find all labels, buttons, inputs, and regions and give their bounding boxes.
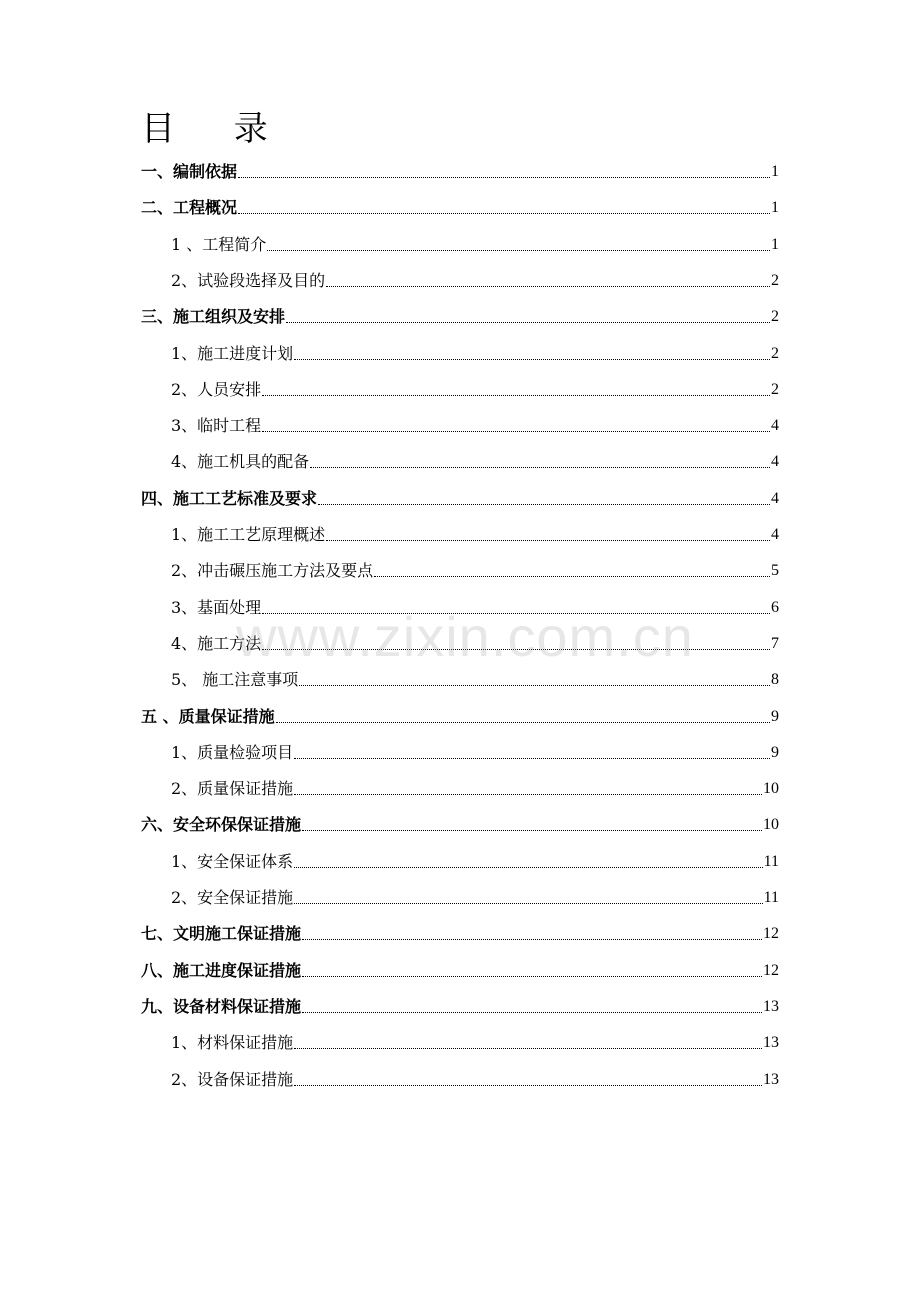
toc-entry[interactable] — [171, 741, 779, 765]
toc-entry[interactable] — [171, 523, 779, 547]
toc-leader-dots — [302, 829, 762, 831]
watermark: www.zixin.com.cn — [236, 605, 694, 668]
toc-leader-dots — [294, 866, 762, 868]
toc-leader-dots — [310, 466, 770, 468]
toc-entry-label: 1、安全保证体系 — [171, 850, 293, 874]
toc-entry-label: 3、基面处理 — [171, 596, 261, 620]
toc-entry[interactable] — [171, 559, 779, 583]
toc-entry-label: 八、施工进度保证措施 — [141, 959, 301, 983]
toc-entry-label: 3、临时工程 — [171, 414, 261, 438]
toc-entry-label: 2、安全保证措施 — [171, 886, 293, 910]
toc-entry-label: 五 、质量保证措施 — [141, 705, 275, 729]
toc-entry-page-number: 13 — [763, 1070, 779, 1088]
toc-entry-page-number: 2 — [771, 271, 779, 289]
toc-leader-dots — [294, 1047, 762, 1049]
toc-leader-dots — [294, 358, 770, 360]
toc-entry-label: 2、人员安排 — [171, 378, 261, 402]
toc-leader-dots — [262, 430, 770, 432]
toc-entry[interactable] — [141, 705, 779, 729]
toc-entry-page-number: 4 — [771, 489, 779, 507]
toc-entry-label: 1、施工进度计划 — [171, 342, 293, 366]
toc-leader-dots — [294, 902, 762, 904]
toc-leader-dots — [286, 321, 770, 323]
toc-entry-label: 六、安全环保保证措施 — [141, 813, 301, 837]
toc-leader-dots — [294, 793, 762, 795]
toc-entry-label: 2、质量保证措施 — [171, 777, 293, 801]
toc-entry[interactable] — [171, 414, 779, 438]
toc-entry[interactable] — [171, 378, 779, 402]
toc-entry-page-number: 2 — [771, 380, 779, 398]
toc-entry-page-number: 9 — [771, 743, 779, 761]
toc-entry-page-number: 12 — [763, 961, 779, 979]
toc-entry-page-number: 8 — [771, 671, 779, 689]
toc-entry-page-number: 2 — [771, 308, 779, 326]
toc-entry-label: 2、冲击碾压施工方法及要点 — [171, 559, 373, 583]
toc-entry-label: 三、施工组织及安排 — [141, 305, 285, 329]
toc-entry[interactable] — [141, 487, 779, 511]
toc-entry-page-number: 10 — [763, 816, 779, 834]
toc-entry-page-number: 11 — [763, 852, 779, 870]
toc-entry[interactable] — [171, 450, 779, 474]
toc-entry[interactable] — [141, 959, 779, 983]
toc-entry-label: 5、 施工注意事项 — [171, 668, 298, 692]
toc-leader-dots — [302, 938, 762, 940]
toc-entry-label: 1、质量检验项目 — [171, 741, 293, 765]
toc-entry-label: 1、施工工艺原理概述 — [171, 523, 325, 547]
toc-entry-page-number: 6 — [771, 598, 779, 616]
page-title: 目 录 — [141, 109, 292, 149]
toc-entry-page-number: 13 — [763, 1034, 779, 1052]
toc-leader-dots — [302, 1011, 762, 1013]
toc-entry-page-number: 5 — [771, 562, 779, 580]
toc-entry-page-number: 4 — [771, 526, 779, 543]
toc-leader-dots — [374, 575, 770, 577]
toc-entry[interactable] — [171, 342, 779, 366]
toc-entry-label: 二、工程概况 — [141, 196, 237, 220]
toc-entry[interactable] — [171, 1031, 779, 1055]
toc-leader-dots — [318, 503, 770, 505]
toc-entry-label: 4、施工机具的配备 — [171, 450, 309, 474]
toc-leader-dots — [299, 684, 770, 686]
toc-entry-page-number: 7 — [771, 634, 779, 652]
toc-entry-page-number: 1 — [771, 163, 779, 180]
toc-leader-dots — [238, 176, 770, 178]
toc-leader-dots — [262, 394, 770, 396]
toc-entry[interactable] — [141, 922, 779, 946]
toc-leader-dots — [294, 1084, 762, 1086]
toc-entry[interactable] — [171, 886, 779, 910]
toc-entry-label: 七、文明施工保证措施 — [141, 922, 301, 946]
toc-entry[interactable] — [141, 813, 779, 837]
toc-entry-label: 九、设备材料保证措施 — [141, 995, 301, 1019]
toc-leader-dots — [326, 539, 770, 541]
toc-entry-page-number: 11 — [763, 889, 779, 906]
toc-entry[interactable] — [141, 196, 779, 220]
toc-entry-page-number: 9 — [771, 707, 779, 725]
toc-entry[interactable] — [171, 668, 779, 692]
toc-leader-dots — [267, 249, 770, 251]
toc-entry-label: 2、试验段选择及目的 — [171, 269, 325, 293]
toc-entry-page-number: 13 — [763, 997, 779, 1015]
toc-leader-dots — [294, 757, 770, 759]
toc-entry[interactable] — [171, 850, 779, 874]
toc-entry-label: 4、施工方法 — [171, 632, 261, 656]
toc-entry-page-number: 1 — [771, 235, 779, 253]
toc-entry-page-number: 1 — [771, 199, 779, 217]
toc-entry-label: 1、材料保证措施 — [171, 1031, 293, 1055]
toc-leader-dots — [276, 721, 770, 723]
toc-leader-dots — [326, 285, 770, 287]
toc-entry[interactable] — [171, 233, 779, 257]
toc-entry[interactable] — [141, 160, 779, 184]
toc-leader-dots — [302, 975, 762, 977]
toc-entry-label: 2、设备保证措施 — [171, 1068, 293, 1092]
toc-entry-page-number: 10 — [763, 780, 779, 798]
toc-entry-label: 1 、工程简介 — [171, 233, 266, 257]
toc-entry[interactable] — [141, 995, 779, 1019]
toc-entry-page-number: 4 — [771, 417, 779, 435]
toc-entry-label: 一、编制依据 — [141, 160, 237, 184]
toc-entry[interactable] — [171, 269, 779, 293]
toc-entry[interactable] — [171, 1068, 779, 1092]
toc-entry-page-number: 2 — [771, 344, 779, 362]
toc-entry-label: 四、施工工艺标准及要求 — [141, 487, 317, 511]
toc-leader-dots — [238, 212, 770, 214]
toc-entry-page-number: 12 — [763, 925, 779, 943]
toc-entry[interactable] — [171, 777, 779, 801]
toc-entry-page-number: 4 — [771, 453, 779, 471]
toc-entry[interactable] — [141, 305, 779, 329]
